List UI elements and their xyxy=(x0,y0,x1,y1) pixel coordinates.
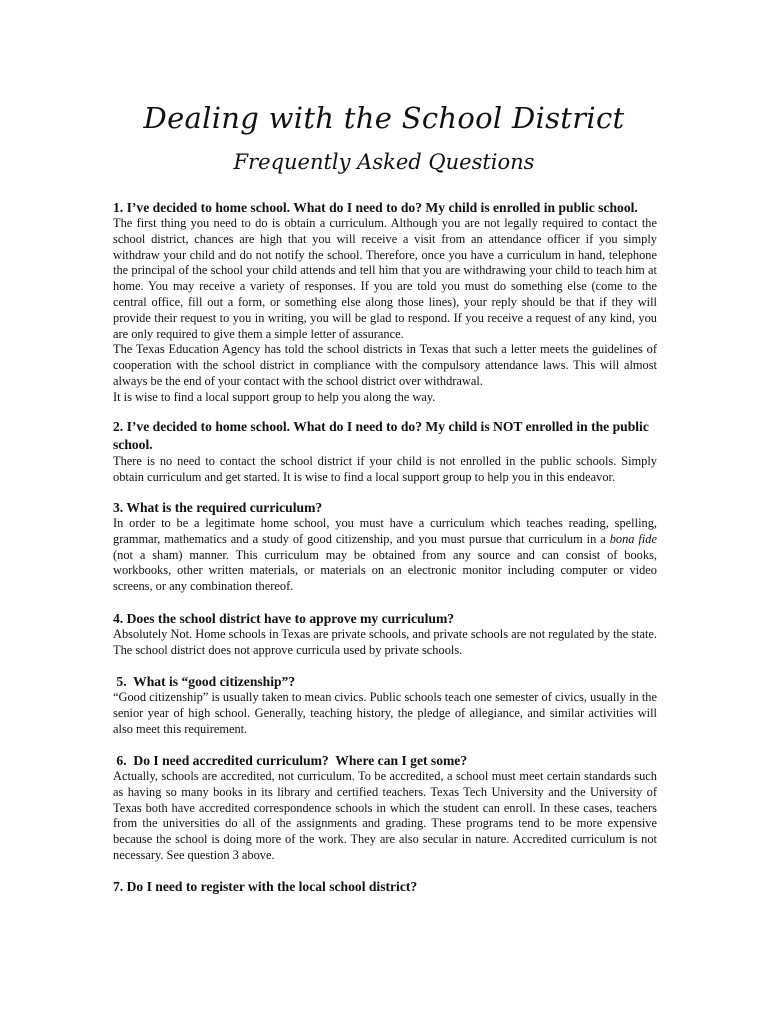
faq-answer-2: There is no need to contact the school district if your child is not enrolled in the public schools. Simply obtain curriculum and get started. It is wise to find a local support group to help you in this endeavor. xyxy=(113,454,657,484)
faq-item-1 xyxy=(113,199,657,406)
faq-item-5 xyxy=(113,673,657,737)
faq-question-6: 6. Do I need accredited curriculum? Where can I get some? xyxy=(113,753,468,768)
faq-answer-5: “Good citizenship” is usually taken to mean civics. Public schools teach one semester of civics, usually in the senior year of high school. Generally, teaching history, the pledge of allegiance, and similar activities will also meet this requirement. xyxy=(113,690,657,736)
faq-item-7 xyxy=(113,878,657,895)
faq-answer-3 xyxy=(113,516,657,595)
faq-question-5: 5. What is “good citizenship”? xyxy=(113,674,296,689)
faq-question-4: 4. Does the school district have to approve my curriculum? xyxy=(113,611,455,626)
faq-question-2: 2. I’ve decided to home school. What do I need to do? My child is NOT enrolled in the public school. xyxy=(113,419,649,452)
faq-answer-3-italic: bona fide xyxy=(609,531,657,546)
faq-item-6 xyxy=(113,752,657,864)
faq-answer-4: Absolutely Not. Home schools in Texas are private schools, and private schools are not regulated by the state. The school district does not approve curricula used by private schools. xyxy=(113,627,657,657)
faq-question-3: 3. What is the required curriculum? xyxy=(113,500,323,515)
faq-answer-1-p1: The first thing you need to do is obtain a curriculum. Although you are not legally required to contact the school district, chances are high that you will receive a visit from an attendance officer if you simply withdraw your child and do not notify the school. Therefore, once you have a curriculum in hand, telephone the principal of the school your child attends and tell him that you are withdrawing your child to teach him at home. You may receive a variety of responses. If you are told you must do something else (come to the central office, fill out a form, or something else along those lines), your reply should be that if they will provide their request to you in writing, you will be glad to respond. If you receive a request of any kind, you are only required to give them a simple letter of assurance. xyxy=(113,216,657,341)
faq-answer-6: Actually, schools are accredited, not curriculum. To be accredited, a school must meet certain standards such as having so many books in its library and certified teachers. Texas Tech University and the University of Texas both have accredited correspondence schools in which the student can enroll. In these cases, teachers from the universities do all of the assignments and grading. These programs tend to be more expensive because the school is doing more of the work. They are also secular in nature. Accredited curriculum is not necessary. See question 3 above. xyxy=(113,769,657,862)
page-title: Dealing with the School District xyxy=(143,101,625,135)
faq-question-7: 7. Do I need to register with the local school district? xyxy=(113,879,418,894)
faq-answer-3-before: In order to be a legitimate home school, you must have a curriculum which teaches reading, spelling, grammar, mathematics and a study of good citizenship, and you must pursue that curriculum in a xyxy=(113,516,657,546)
faq-question-1: 1. I’ve decided to home school. What do I need to do? My child is enrolled in public school. xyxy=(113,200,638,215)
page-subtitle: Frequently Asked Questions xyxy=(233,150,535,174)
faq-answer-1-p3: It is wise to find a local support group to help you along the way. xyxy=(113,389,436,404)
faq-answer-1-p2: The Texas Education Agency has told the school districts in Texas that such a letter meets the guidelines of cooperation with the school district in compliance with the compulsory attendance laws. This will almost always be the end of your contact with the school district over withdrawal. xyxy=(113,342,657,388)
faq-item-4 xyxy=(113,610,657,659)
faq-answer-3-after: (not a sham) manner. This curriculum may be obtained from any source and can consist of books, workbooks, other written materials, or materials on an electronic monitor including computer or video screens, or any combination thereof. xyxy=(113,547,657,594)
faq-item-3 xyxy=(113,499,657,595)
faq-item-2 xyxy=(113,418,657,486)
